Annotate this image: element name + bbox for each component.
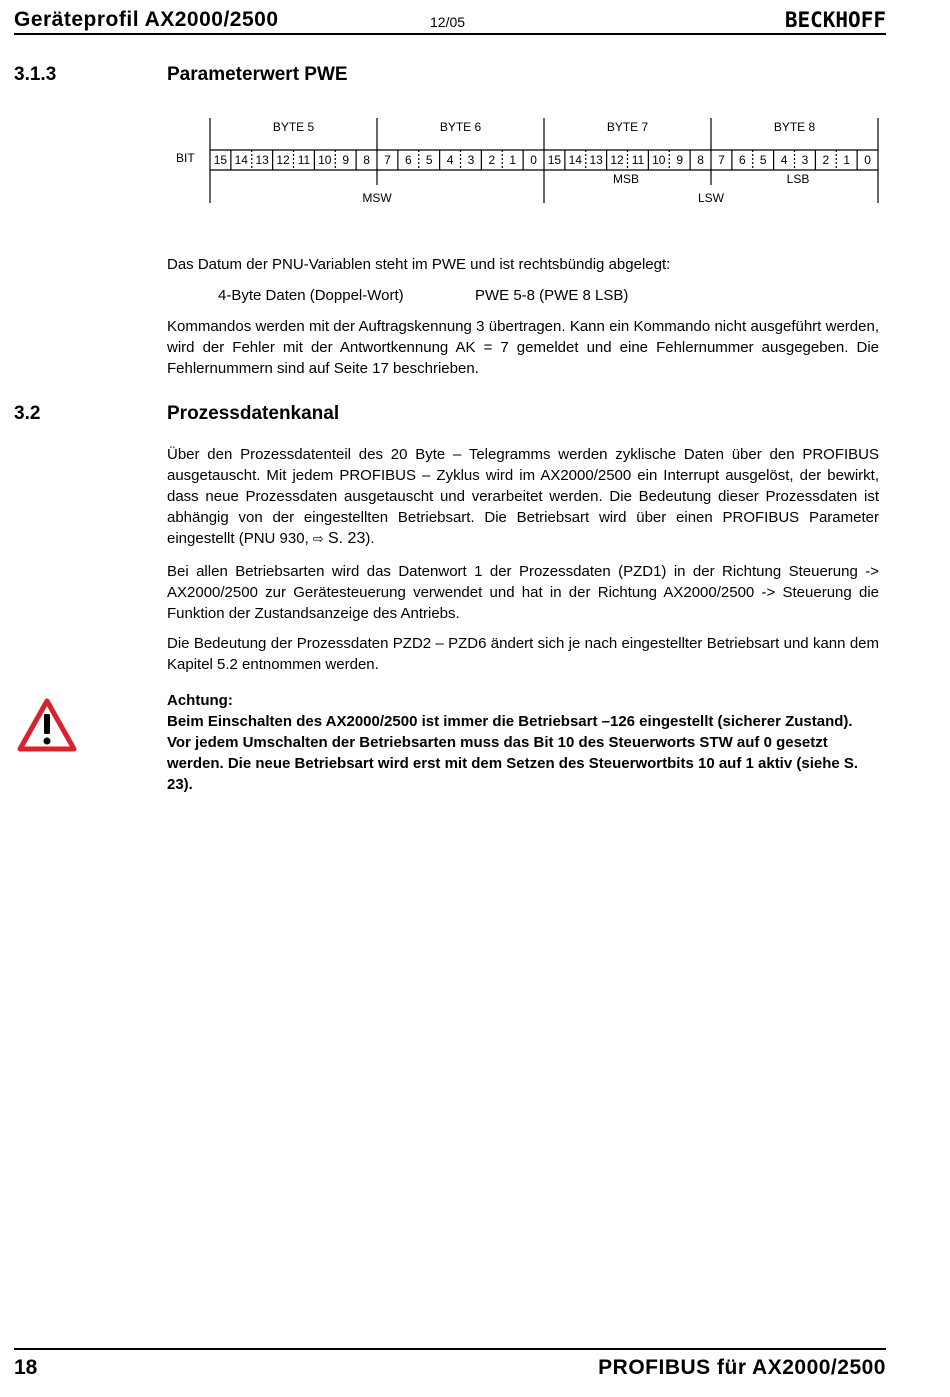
lsb-label: LSB <box>786 172 810 186</box>
bit-number: 15 <box>213 153 228 167</box>
bit-number: 2 <box>822 153 830 167</box>
bit-number: 14 <box>234 153 248 167</box>
bit-number: 6 <box>738 153 746 167</box>
warning-heading: Achtung: <box>167 692 233 709</box>
pwe-bit-diagram <box>170 115 885 207</box>
bit-number: 13 <box>589 153 603 167</box>
byte-label: BYTE 8 <box>773 120 816 134</box>
bit-number: 8 <box>697 153 704 167</box>
warning-triangle-icon <box>16 697 78 753</box>
bit-number: 4 <box>446 153 454 167</box>
header-title: Geräteprofil AX2000/2500 <box>14 8 279 31</box>
process-data-paragraph-1 <box>167 444 879 550</box>
bit-label: BIT <box>176 151 195 165</box>
page-number: 18 <box>14 1356 38 1379</box>
pwe-command-text: Kommandos werden mit der Auftragskennung 3 übertragen. Kann ein Kommando nicht ausgeführt werden, wird der Fehler mit der Antwortkennung AK = 7 gemeldet und eine Fehlernummer ausgegeben. Die Fehlernummern sind auf Seite 17 beschrieben. <box>167 318 879 377</box>
bit-number: 4 <box>780 153 788 167</box>
bit-number: 1 <box>509 153 517 167</box>
msw-label: MSW <box>362 191 392 205</box>
section-title: Prozessdatenkanal <box>167 403 340 424</box>
process-data-paragraph-2: Bei allen Betriebsarten wird das Datenwort 1 der Prozessdaten (PZD1) in der Richtung Steuerung -> AX2000/2500 zur Gerätesteuerung verwendet und hat in der Richtung AX2000/2500 -> Steuerung die Funktion der Zustandsanzeige des Antriebs. <box>167 563 879 622</box>
bit-number: 15 <box>547 153 562 167</box>
bit-number: 0 <box>530 153 537 167</box>
bit-number: 10 <box>318 153 332 167</box>
section-title: Parameterwert PWE <box>167 64 348 85</box>
bit-number: 10 <box>652 153 666 167</box>
process-data-paragraph-3: Die Bedeutung der Prozessdaten PZD2 – PZD6 ändert sich je nach eingestellter Betriebsart und kann dem Kapitel 5.2 entnommen werden. <box>167 635 879 673</box>
paragraph-end: ). <box>365 530 375 547</box>
byte-label: BYTE 5 <box>272 120 315 134</box>
pwe-intro-text: Das Datum der PNU-Variablen steht im PWE und ist rechtsbündig abgelegt: <box>167 256 671 273</box>
bit-number: 9 <box>676 153 684 167</box>
bit-number: 13 <box>255 153 269 167</box>
bit-number: 5 <box>425 153 433 167</box>
bit-number: 2 <box>488 153 496 167</box>
bit-number: 8 <box>363 153 370 167</box>
footer-rule <box>14 1348 886 1350</box>
bit-number: 5 <box>759 153 767 167</box>
pwe-data-range: PWE 5-8 (PWE 8 LSB) <box>475 287 629 304</box>
header-date: 12/05 <box>430 14 466 30</box>
lsw-label: LSW <box>697 191 725 205</box>
bit-number: 3 <box>467 153 475 167</box>
bit-number: 9 <box>342 153 350 167</box>
process-data-text: Über den Prozessdatenteil des 20 Byte – Telegramms werden zyklische Daten über den PROFIBUS ausgetauscht. Mit jedem PROFIBUS – Zyklus wird im AX2000/2500 ein Interrupt ausgelöst, der bewirkt, dass neue Prozessdaten ausgetauscht und verarbeitet werden. Die Bedeutung dieser Prozessdaten ist abhängig von der eingestellten Betriebsart. Die Betriebsart wird über einen PROFIBUS Parameter eingestellt (PNU 930, <box>167 446 879 547</box>
warning-text: Beim Einschalten des AX2000/2500 ist immer die Betriebsart –126 eingestellt (sicherer Zustand). Vor jedem Umschalten der Betriebsarten muss das Bit 10 des Steuerworts STW auf 0 gesetzt werden. Die neue Betriebsart wird erst mit dem Setzen des Steuerwortbits 10 auf 1 aktiv (siehe S. 23). <box>167 713 859 793</box>
bit-number: 12 <box>610 153 624 167</box>
arrow-right-icon: ⇨ <box>312 532 324 547</box>
bit-number: 0 <box>864 153 871 167</box>
bit-number: 3 <box>801 153 809 167</box>
pwe-data-type: 4-Byte Daten (Doppel-Wort) <box>218 287 404 304</box>
byte-label: BYTE 7 <box>606 120 649 134</box>
bit-number: 6 <box>404 153 412 167</box>
brand-logo: BECKHOFF <box>784 8 886 32</box>
bit-number: 11 <box>297 153 311 167</box>
bit-number: 11 <box>631 153 645 167</box>
msb-label: MSB <box>612 172 640 186</box>
page-reference-link[interactable]: S. 23 <box>327 530 366 547</box>
bit-number: 12 <box>276 153 290 167</box>
section-number: 3.1.3 <box>14 64 57 85</box>
header-rule <box>14 33 886 35</box>
bit-cells <box>214 153 871 167</box>
bit-number: 7 <box>718 153 725 167</box>
footer-title: PROFIBUS für AX2000/2500 <box>598 1356 886 1379</box>
bit-number: 1 <box>843 153 851 167</box>
section-number: 3.2 <box>14 403 41 424</box>
bit-number: 14 <box>568 153 582 167</box>
bit-number: 7 <box>384 153 391 167</box>
byte-label: BYTE 6 <box>439 120 482 134</box>
